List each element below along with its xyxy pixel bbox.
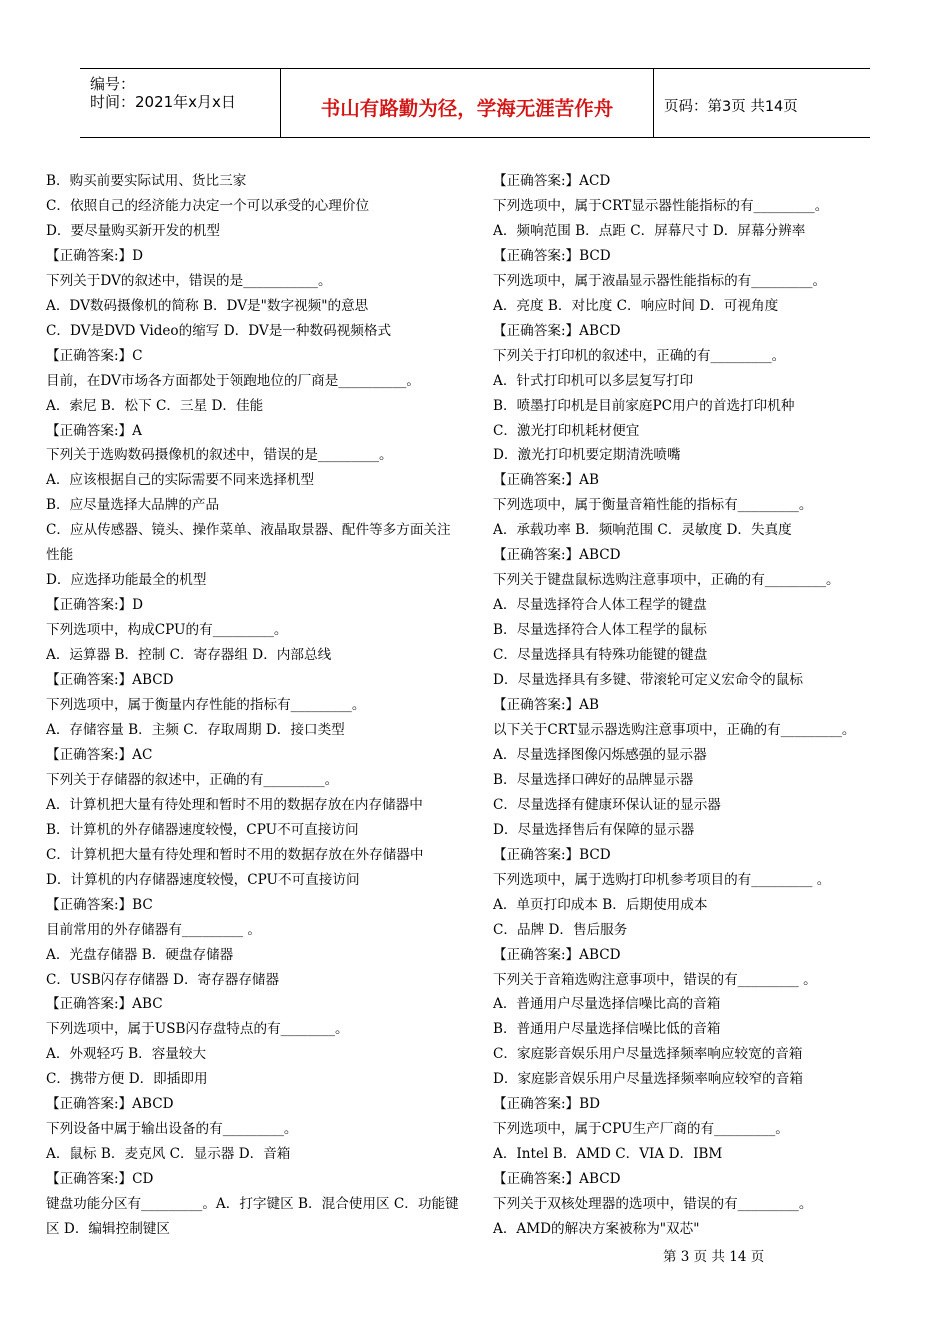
answer-line: 【正确答案:】C bbox=[46, 347, 143, 364]
question-line: B．尽量选择符合人体工程学的鼠标 bbox=[493, 622, 707, 639]
answer-line: 【正确答案:】ABCD bbox=[46, 672, 174, 689]
answer-line: 【正确答案:】D bbox=[46, 247, 144, 264]
question-line: 下列选项中，属于液晶显示器性能指标的有_________。 bbox=[493, 272, 827, 289]
question-line: 下列关于DV的叙述中，错误的是___________。 bbox=[46, 272, 332, 289]
left-column bbox=[46, 169, 464, 1242]
answer-line: 【正确答案:】AB bbox=[493, 697, 599, 714]
answer-line: 【正确答案:】ABCD bbox=[493, 547, 621, 564]
header-motto-cell bbox=[281, 69, 654, 137]
answer-line: 【正确答案:】ABCD bbox=[493, 1171, 621, 1188]
answer-line: 【正确答案:】ABCD bbox=[493, 322, 621, 339]
question-line: B．尽量选择口碑好的品牌显示器 bbox=[493, 771, 694, 788]
question-line: B．普通用户尽量选择信噪比低的音箱 bbox=[493, 1021, 721, 1038]
question-line: A．AMD的解决方案被称为"双芯" bbox=[493, 1221, 700, 1238]
question-line: A．尽量选择符合人体工程学的键盘 bbox=[493, 597, 707, 614]
question-line: B．购买前要实际试用、货比三家 bbox=[46, 173, 247, 189]
answer-line: 【正确答案:】BD bbox=[493, 1096, 601, 1113]
question-line: B．喷墨打印机是目前家庭PC用户的首选打印机种 bbox=[493, 397, 795, 414]
question-line: A．鼠标 B．麦克风 C．显示器 D．音箱 bbox=[46, 1146, 291, 1163]
question-line: D．计算机的内存储器速度较慢，CPU不可直接访问 bbox=[46, 871, 360, 888]
question-line: A．运算器 B．控制 C．寄存器组 D．内部总线 bbox=[46, 647, 332, 664]
question-line: 下列选项中，属于CPU生产厂商的有_________。 bbox=[493, 1121, 789, 1138]
question-line: C．尽量选择具有特殊功能键的键盘 bbox=[493, 647, 708, 664]
question-line: 下列选项中，属于USB闪存盘特点的有________。 bbox=[46, 1021, 349, 1038]
question-line: A．应该根据自己的实际需要不同来选择机型 bbox=[46, 472, 315, 489]
question-line: A．普通用户尽量选择信噪比高的音箱 bbox=[493, 996, 721, 1013]
question-line: B．应尽量选择大品牌的产品 bbox=[46, 497, 220, 514]
question-line: D．应选择功能最全的机型 bbox=[46, 572, 207, 589]
question-line: C．依照自己的经济能力决定一个可以承受的心理价位 bbox=[46, 197, 370, 214]
document-number-label: 编号： bbox=[90, 75, 136, 93]
question-line: D．尽量选择具有多键、带滚轮可定义宏命令的鼠标 bbox=[493, 672, 803, 689]
question-line: C．品牌 D．售后服务 bbox=[493, 921, 628, 938]
question-line: A．尽量选择图像闪烁感强的显示器 bbox=[493, 746, 707, 763]
question-line: 下列关于打印机的叙述中，正确的有_________。 bbox=[493, 347, 786, 364]
question-line: D．要尽量购买新开发的机型 bbox=[46, 222, 221, 239]
question-line: A．单页打印成本 B．后期使用成本 bbox=[493, 896, 708, 913]
question-line: 下列关于选购数码摄像机的叙述中，错误的是_________。 bbox=[46, 447, 393, 464]
question-line: A．计算机把大量有待处理和暂时不用的数据存放在内存储器中 bbox=[46, 796, 423, 813]
question-line: 下列关于音箱选购注意事项中，错误的有_________ 。 bbox=[493, 971, 817, 988]
question-line: D．激光打印机要定期清洗喷嘴 bbox=[493, 447, 681, 464]
right-column bbox=[493, 169, 883, 1242]
question-line: 下列选项中，属于衡量内存性能的指标有_________。 bbox=[46, 697, 366, 714]
question-line: A．承载功率 B．频响范围 C．灵敏度 D．失真度 bbox=[493, 522, 792, 539]
question-line: 下列选项中，属于选购打印机参考项目的有_________ 。 bbox=[493, 871, 831, 888]
answer-line: 【正确答案:】BCD bbox=[493, 247, 611, 264]
answer-line: 【正确答案:】CD bbox=[46, 1171, 154, 1188]
question-line: C．应从传感器、镜头、操作菜单、液晶取景器、配件等多方面关注性能 bbox=[46, 522, 451, 564]
question-line: 下列关于存储器的叙述中，正确的有_________。 bbox=[46, 771, 339, 788]
question-line: 下列选项中，属于衡量音箱性能的指标有_________。 bbox=[493, 497, 813, 514]
document-date-label: 时间：2021年x月x日 bbox=[90, 93, 236, 111]
question-line: 下列关于键盘鼠标选购注意事项中，正确的有_________。 bbox=[493, 572, 840, 589]
answer-line: 【正确答案:】ABC bbox=[46, 996, 163, 1013]
question-line: A．频响范围 B．点距 C．屏幕尺寸 D．屏幕分辨率 bbox=[493, 222, 806, 239]
answer-line: 【正确答案:】ABCD bbox=[46, 1096, 174, 1113]
question-line: 下列设备中属于输出设备的有_________。 bbox=[46, 1121, 298, 1138]
question-line: 下列关于双核处理器的选项中，错误的有_________。 bbox=[493, 1196, 813, 1213]
question-line: A．存储容量 B．主频 C．存取周期 D．接口类型 bbox=[46, 721, 345, 738]
header-page-label: 页码：第3页 共14页 bbox=[664, 99, 798, 115]
answer-line: 【正确答案:】BC bbox=[46, 896, 153, 913]
question-line: D．尽量选择售后有保障的显示器 bbox=[493, 821, 695, 838]
question-line: C．家庭影音娱乐用户尽量选择频率响应较宽的音箱 bbox=[493, 1046, 803, 1063]
answer-line: 【正确答案:】AC bbox=[46, 746, 153, 763]
page-footer: 第 3 页 共 14 页 bbox=[663, 1249, 765, 1265]
answer-line: 【正确答案:】ABCD bbox=[493, 946, 621, 963]
question-line: A．DV数码摄像机的简称 B．DV是"数字视频"的意思 bbox=[46, 297, 369, 314]
question-line: 下列选项中，属于CRT显示器性能指标的有_________。 bbox=[493, 197, 829, 214]
header-motto: 书山有路勤为径，学海无涯苦作舟 bbox=[320, 97, 614, 120]
question-line: C．激光打印机耗材便宜 bbox=[493, 422, 640, 439]
question-line: A．外观轻巧 B．容量较大 bbox=[46, 1046, 207, 1063]
question-line: C．尽量选择有健康环保认证的显示器 bbox=[493, 796, 721, 813]
question-line: 目前，在DV市场各方面都处于领跑地位的厂商是__________。 bbox=[46, 372, 420, 389]
answer-line: 【正确答案:】ACD bbox=[493, 173, 611, 189]
question-line: 下列选项中，构成CPU的有_________。 bbox=[46, 622, 288, 639]
question-line: A．亮度 B．对比度 C．响应时间 D．可视角度 bbox=[493, 297, 779, 314]
question-line: A．光盘存储器 B．硬盘存储器 bbox=[46, 946, 234, 963]
question-line: B．计算机的外存储器速度较慢，CPU不可直接访问 bbox=[46, 821, 359, 838]
page-header bbox=[80, 68, 870, 138]
answer-line: 【正确答案:】BCD bbox=[493, 846, 611, 863]
answer-line: 【正确答案:】D bbox=[46, 597, 144, 614]
question-line: A．Intel B．AMD C．VIA D．IBM bbox=[493, 1146, 723, 1163]
question-line: 目前常用的外存储器有_________ 。 bbox=[46, 921, 262, 938]
question-line: C．DV是DVD Video的缩写 D．DV是一种数码视频格式 bbox=[46, 322, 392, 339]
question-line: C．携带方便 D．即插即用 bbox=[46, 1071, 208, 1088]
question-line: D．家庭影音娱乐用户尽量选择频率响应较窄的音箱 bbox=[493, 1071, 803, 1088]
answer-line: 【正确答案:】A bbox=[46, 422, 142, 439]
question-line: C．USB闪存存储器 D．寄存器存储器 bbox=[46, 971, 280, 988]
question-line: A．针式打印机可以多层复写打印 bbox=[493, 372, 694, 389]
answer-line: 【正确答案:】AB bbox=[493, 472, 599, 489]
header-info-cell bbox=[80, 69, 281, 137]
question-line: C．计算机把大量有待处理和暂时不用的数据存放在外存储器中 bbox=[46, 846, 424, 863]
question-line: 键盘功能分区有_________。A．打字键区 B．混合使用区 C．功能键区 D．编辑控制键区 bbox=[46, 1196, 459, 1238]
question-line: A．索尼 B．松下 C．三星 D．佳能 bbox=[46, 397, 264, 414]
question-line: 以下关于CRT显示器选购注意事项中，正确的有_________。 bbox=[493, 721, 856, 738]
header-page-cell bbox=[654, 69, 870, 137]
